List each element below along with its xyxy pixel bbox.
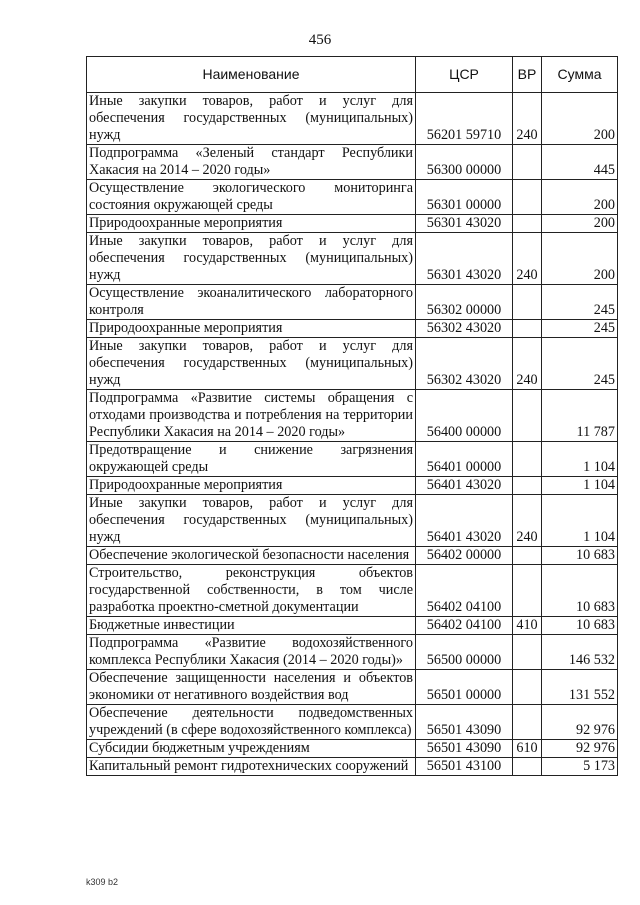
row-sum-cell: 1 104: [542, 442, 618, 477]
row-sum-cell: 245: [542, 338, 618, 390]
row-name-cell: Осуществление экоаналитического лабораторного контроля: [87, 285, 416, 320]
table-row: [87, 320, 618, 338]
row-name-cell: Обеспечение экологической безопасности населения: [87, 547, 416, 565]
row-sum-cell: 92 976: [542, 740, 618, 758]
table-row: [87, 547, 618, 565]
row-sum-cell: 445: [542, 145, 618, 180]
table-row: [87, 758, 618, 776]
row-name-cell: Подпрограмма «Зеленый стандарт Республики Хакасия на 2014 – 2020 годы»: [87, 145, 416, 180]
row-name-cell: Осуществление экологического мониторинга состояния окружающей среды: [87, 180, 416, 215]
table-row: [87, 93, 618, 145]
table-row: [87, 285, 618, 320]
table-row: [87, 145, 618, 180]
row-vr-cell: [513, 705, 542, 740]
row-csr-cell: 56302 43020: [416, 338, 513, 390]
row-csr-cell: 56400 00000: [416, 390, 513, 442]
row-vr-cell: [513, 477, 542, 495]
row-sum-cell: 200: [542, 180, 618, 215]
row-csr-cell: 56501 43090: [416, 740, 513, 758]
row-name-cell: Предотвращение и снижение загрязнения окружающей среды: [87, 442, 416, 477]
row-csr-cell: 56302 00000: [416, 285, 513, 320]
row-csr-cell: 56300 00000: [416, 145, 513, 180]
row-csr-cell: 56501 43100: [416, 758, 513, 776]
row-vr-cell: [513, 145, 542, 180]
row-sum-cell: 245: [542, 285, 618, 320]
header-name: Наименование: [87, 57, 416, 93]
page-number: 456: [308, 32, 332, 48]
footer-code: k309 b2: [86, 877, 119, 887]
row-csr-cell: 56201 59710: [416, 93, 513, 145]
row-vr-cell: 610: [513, 740, 542, 758]
table-row: [87, 233, 618, 285]
row-sum-cell: 1 104: [542, 495, 618, 547]
row-sum-cell: 245: [542, 320, 618, 338]
row-vr-cell: [513, 285, 542, 320]
row-vr-cell: [513, 758, 542, 776]
table-row: [87, 740, 618, 758]
row-name-cell: Иные закупки товаров, работ и услуг для обеспечения государственных (муниципальных) нужд: [87, 495, 416, 547]
row-vr-cell: 240: [513, 233, 542, 285]
row-sum-cell: 200: [542, 215, 618, 233]
row-csr-cell: 56401 43020: [416, 477, 513, 495]
row-csr-cell: 56401 00000: [416, 442, 513, 477]
row-csr-cell: 56501 00000: [416, 670, 513, 705]
row-csr-cell: 56402 00000: [416, 547, 513, 565]
row-vr-cell: [513, 635, 542, 670]
row-name-cell: Природоохранные мероприятия: [87, 215, 416, 233]
table-row: [87, 338, 618, 390]
row-name-cell: Капитальный ремонт гидротехнических сооружений: [87, 758, 416, 776]
row-sum-cell: 10 683: [542, 547, 618, 565]
row-name-cell: Обеспечение защищенности населения и объектов экономики от негативного воздействия вод: [87, 670, 416, 705]
row-vr-cell: 410: [513, 617, 542, 635]
row-vr-cell: [513, 547, 542, 565]
row-csr-cell: 56302 43020: [416, 320, 513, 338]
row-vr-cell: 240: [513, 495, 542, 547]
row-vr-cell: [513, 390, 542, 442]
row-sum-cell: 92 976: [542, 705, 618, 740]
row-csr-cell: 56301 00000: [416, 180, 513, 215]
table-row: [87, 442, 618, 477]
table-row: [87, 215, 618, 233]
row-csr-cell: 56401 43020: [416, 495, 513, 547]
row-name-cell: Иные закупки товаров, работ и услуг для обеспечения государственных (муниципальных) нужд: [87, 338, 416, 390]
row-name-cell: Природоохранные мероприятия: [87, 477, 416, 495]
table-row: [87, 390, 618, 442]
row-vr-cell: [513, 565, 542, 617]
table-row: [87, 705, 618, 740]
row-name-cell: Строительство, реконструкция объектов государственной собственности, в том числе разработка проектно-сметной документации: [87, 565, 416, 617]
table-row: [87, 635, 618, 670]
table-row: [87, 670, 618, 705]
row-sum-cell: 146 532: [542, 635, 618, 670]
header-vr: ВР: [513, 57, 542, 93]
table-row: [87, 180, 618, 215]
row-vr-cell: 240: [513, 338, 542, 390]
row-csr-cell: 56500 00000: [416, 635, 513, 670]
row-name-cell: Бюджетные инвестиции: [87, 617, 416, 635]
table-row: [87, 495, 618, 547]
row-vr-cell: 240: [513, 93, 542, 145]
row-sum-cell: 11 787: [542, 390, 618, 442]
row-name-cell: Подпрограмма «Развитие водохозяйственного комплекса Республики Хакасия (2014 – 2020 годы)»: [87, 635, 416, 670]
row-sum-cell: 10 683: [542, 565, 618, 617]
row-csr-cell: 56402 04100: [416, 565, 513, 617]
row-vr-cell: [513, 180, 542, 215]
row-csr-cell: 56301 43020: [416, 233, 513, 285]
row-vr-cell: [513, 670, 542, 705]
table-row: [87, 477, 618, 495]
budget-table: [86, 56, 618, 776]
row-csr-cell: 56501 43090: [416, 705, 513, 740]
row-sum-cell: 5 173: [542, 758, 618, 776]
row-vr-cell: [513, 215, 542, 233]
table-row: [87, 617, 618, 635]
row-name-cell: Иные закупки товаров, работ и услуг для обеспечения государственных (муниципальных) нужд: [87, 233, 416, 285]
row-sum-cell: 1 104: [542, 477, 618, 495]
row-name-cell: Подпрограмма «Развитие системы обращения с отходами производства и потребления на территории Республики Хакасия на 2014 – 2020 годы»: [87, 390, 416, 442]
row-sum-cell: 200: [542, 93, 618, 145]
row-name-cell: Субсидии бюджетным учреждениям: [87, 740, 416, 758]
header-csr: ЦСР: [416, 57, 513, 93]
row-vr-cell: [513, 442, 542, 477]
row-name-cell: Иные закупки товаров, работ и услуг для обеспечения государственных (муниципальных) нужд: [87, 93, 416, 145]
row-sum-cell: 200: [542, 233, 618, 285]
row-sum-cell: 131 552: [542, 670, 618, 705]
row-csr-cell: 56301 43020: [416, 215, 513, 233]
row-name-cell: Обеспечение деятельности подведомственных учреждений (в сфере водохозяйственного комплекса): [87, 705, 416, 740]
row-name-cell: Природоохранные мероприятия: [87, 320, 416, 338]
row-sum-cell: 10 683: [542, 617, 618, 635]
header-sum: Сумма: [542, 57, 618, 93]
table-row: [87, 565, 618, 617]
row-vr-cell: [513, 320, 542, 338]
row-csr-cell: 56402 04100: [416, 617, 513, 635]
table-header-row: [87, 57, 618, 93]
